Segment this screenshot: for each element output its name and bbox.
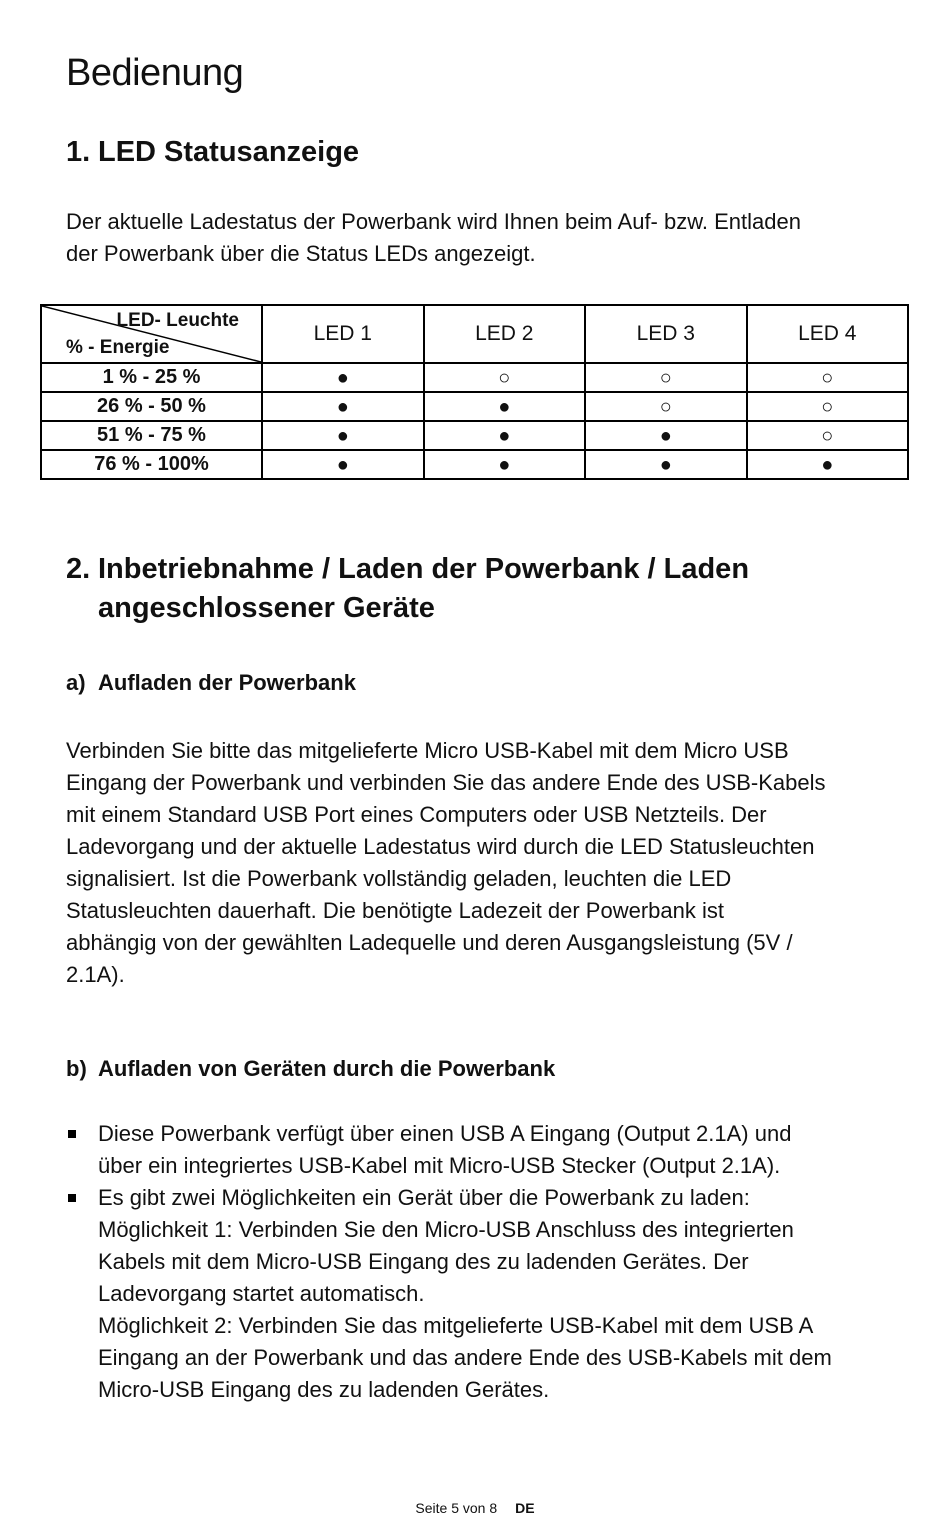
- corner-label-led: LED- Leuchte: [116, 310, 239, 331]
- bullet-line: Möglichkeit 1: Verbinden Sie den Micro-USB Anschluss des integrierten: [98, 1217, 794, 1242]
- bullet-line: Möglichkeit 2: Verbinden Sie das mitgelieferte USB-Kabel mit dem USB A: [98, 1313, 814, 1338]
- led-indicator: ○: [424, 363, 586, 392]
- energy-range: 26 % - 50 %: [41, 392, 262, 421]
- list-item: [66, 1118, 896, 1182]
- bullet-line: Ladevorgang startet automatisch.: [98, 1281, 425, 1306]
- section-1-number: 1.: [66, 136, 91, 168]
- page-title: Bedienung: [66, 52, 244, 94]
- paragraph-line: Statusleuchten dauerhaft. Die benötigte Ladezeit der Powerbank ist: [66, 898, 724, 923]
- section-2-title-line2: angeschlossener Geräte: [98, 592, 435, 624]
- table-row: [41, 421, 908, 450]
- bullet-square-icon: [68, 1130, 76, 1138]
- subsection-b-heading: [66, 1056, 555, 1082]
- bullet-square-icon: [68, 1194, 76, 1202]
- corner-label-energy: % - Energie: [66, 337, 170, 358]
- section-2-number: 2.: [66, 553, 91, 585]
- paragraph-line: Eingang der Powerbank und verbinden Sie das andere Ende des USB-Kabels: [66, 770, 826, 795]
- led-indicator: ●: [262, 450, 424, 479]
- led-indicator: ●: [424, 392, 586, 421]
- led-indicator: ●: [262, 392, 424, 421]
- paragraph-line: mit einem Standard USB Port eines Computers oder USB Netzteils. Der: [66, 802, 767, 827]
- subsection-b-label: b): [66, 1056, 87, 1081]
- energy-range: 76 % - 100%: [41, 450, 262, 479]
- led-indicator: ●: [585, 450, 747, 479]
- column-header: LED 3: [585, 305, 747, 363]
- column-header: LED 1: [262, 305, 424, 363]
- column-header: LED 2: [424, 305, 586, 363]
- section-2-title-line1: Inbetriebnahme / Laden der Powerbank / Laden: [98, 553, 750, 585]
- led-indicator: ○: [585, 392, 747, 421]
- subsection-a-title: Aufladen der Powerbank: [98, 670, 356, 695]
- paragraph-line: signalisiert. Ist die Powerbank vollständig geladen, leuchten die LED: [66, 866, 732, 891]
- language-code: DE: [515, 1500, 535, 1516]
- led-indicator: ●: [747, 450, 909, 479]
- intro-line: Der aktuelle Ladestatus der Powerbank wird Ihnen beim Auf- bzw. Entladen: [66, 209, 801, 234]
- paragraph-line: 2.1A).: [66, 962, 125, 987]
- subsection-a-paragraph: [66, 735, 886, 991]
- column-header: LED 4: [747, 305, 909, 363]
- page-footer: [0, 1500, 950, 1516]
- list-item: [66, 1182, 896, 1406]
- led-indicator: ●: [424, 421, 586, 450]
- paragraph-line: abhängig von der gewählten Ladequelle und deren Ausgangsleistung (5V /: [66, 930, 793, 955]
- bullet-line: Kabels mit dem Micro-USB Eingang des zu ladenden Gerätes. Der: [98, 1249, 749, 1274]
- subsection-b-bullet-list: [66, 1118, 896, 1406]
- subsection-a-heading: [66, 670, 356, 696]
- energy-range: 51 % - 75 %: [41, 421, 262, 450]
- section-2-heading: [66, 553, 749, 625]
- led-status-table: [40, 304, 909, 480]
- led-indicator: ○: [747, 392, 909, 421]
- table-header-row: [41, 305, 908, 363]
- subsection-b-title: Aufladen von Geräten durch die Powerbank: [98, 1056, 556, 1081]
- bullet-line: Micro-USB Eingang des zu ladenden Gerätes.: [98, 1377, 550, 1402]
- led-indicator: ○: [747, 421, 909, 450]
- paragraph-line: Ladevorgang und der aktuelle Ladestatus wird durch die LED Statusleuchten: [66, 834, 815, 859]
- led-indicator: ○: [747, 363, 909, 392]
- table-corner-cell: [41, 305, 262, 363]
- table-row: [41, 392, 908, 421]
- table-row: [41, 450, 908, 479]
- section-1-title: LED Statusanzeige: [98, 136, 360, 168]
- led-indicator: ●: [585, 421, 747, 450]
- led-indicator: ●: [262, 363, 424, 392]
- led-indicator: ●: [262, 421, 424, 450]
- page-number: Seite 5 von 8: [415, 1500, 498, 1516]
- table-row: [41, 363, 908, 392]
- section-1-heading: [66, 136, 359, 169]
- bullet-line: Eingang an der Powerbank und das andere Ende des USB-Kabels mit dem: [98, 1345, 832, 1370]
- led-indicator: ○: [585, 363, 747, 392]
- led-indicator: ●: [424, 450, 586, 479]
- section-1-intro: [66, 206, 886, 270]
- bullet-line: über ein integriertes USB-Kabel mit Micro-USB Stecker (Output 2.1A).: [98, 1153, 781, 1178]
- subsection-a-label: a): [66, 670, 86, 695]
- paragraph-line: Verbinden Sie bitte das mitgelieferte Micro USB-Kabel mit dem Micro USB: [66, 738, 789, 763]
- bullet-line: Diese Powerbank verfügt über einen USB A Eingang (Output 2.1A) und: [98, 1121, 792, 1146]
- intro-line: der Powerbank über die Status LEDs angezeigt.: [66, 241, 536, 266]
- energy-range: 1 % - 25 %: [41, 363, 262, 392]
- bullet-line: Es gibt zwei Möglichkeiten ein Gerät über die Powerbank zu laden:: [98, 1185, 750, 1210]
